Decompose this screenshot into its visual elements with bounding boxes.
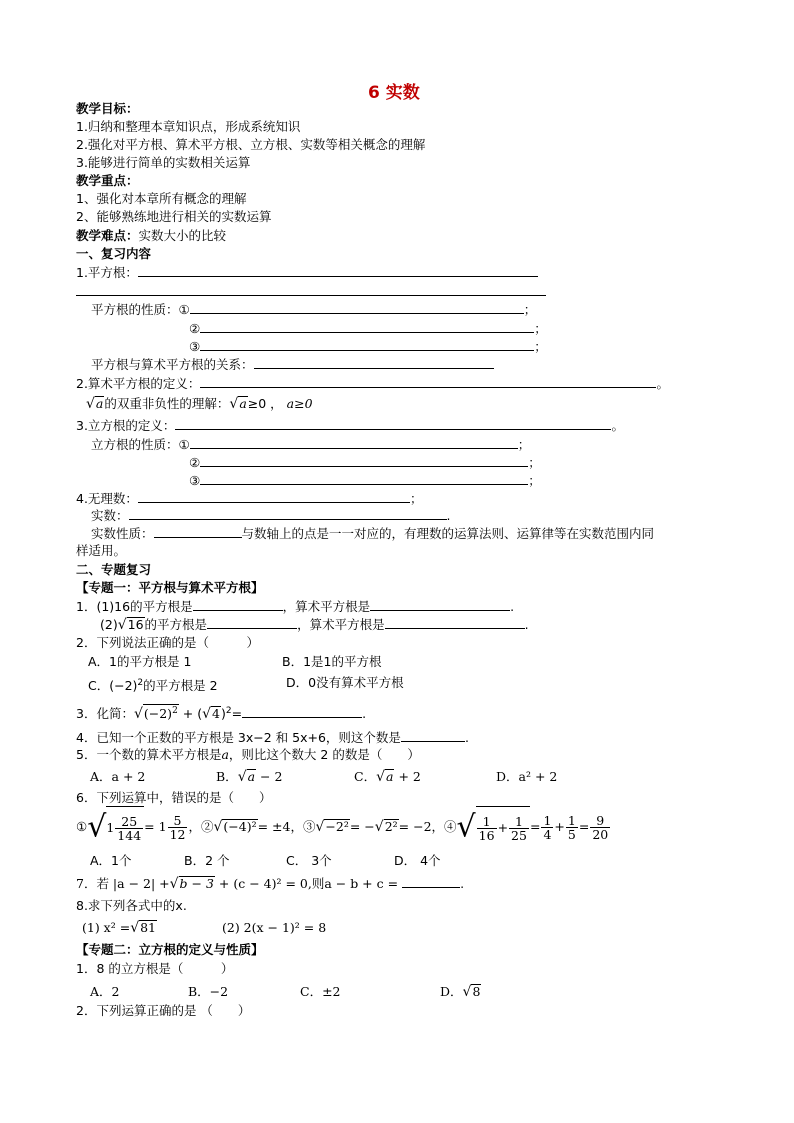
question-cube-1: 1．8 的立方根是（ ） (76, 961, 234, 976)
blank-line[interactable] (207, 616, 297, 629)
arith-label: 2.算术平方根的定义： (76, 376, 201, 391)
part1-heading: 一、复习内容 (76, 246, 152, 261)
radical-icon: √ (202, 706, 212, 723)
radicand: 16 (127, 617, 144, 632)
blank-line[interactable] (190, 436, 518, 449)
question-cube-2: 2．下列运算正确的是 （ ） (76, 1003, 251, 1018)
blank-line[interactable] (370, 598, 510, 611)
q5-option-c[interactable] (354, 769, 421, 785)
numerator: 25 (115, 815, 143, 829)
q6-2-marker: ，② (188, 819, 214, 834)
circle-number: ③ (189, 473, 201, 488)
q6-option-d[interactable]: D． 4个 (394, 853, 441, 868)
topic2-heading: 【专题二：立方根的定义与性质】 (76, 942, 264, 957)
cube-props-label: 立方根的性质： (91, 437, 179, 452)
denominator: 16 (478, 828, 495, 843)
q2-option-a[interactable]: A．1的平方根是 1 (88, 654, 192, 669)
denominator: 5 (567, 827, 576, 842)
dot: . (464, 730, 469, 745)
goal-item: 3.能够进行简单的实数相关运算 (76, 155, 251, 170)
question-1a (76, 598, 514, 615)
radicand: a (247, 769, 256, 784)
radical-icon: √ (117, 617, 127, 633)
blank-line[interactable] (402, 875, 460, 888)
numerator: 5 (168, 814, 188, 828)
q1a-text: 1．(1)16的平方根是 (76, 599, 193, 614)
radicand: 4 (212, 706, 220, 722)
cube-props-line-2 (189, 454, 541, 471)
fraction (168, 814, 188, 841)
q1b-mid: 的平方根是 (144, 617, 208, 632)
q8-part-2: (2) 2(x − 1)² = 8 (222, 920, 327, 935)
question-7 (76, 875, 464, 892)
question-2: 2．下列说法正确的是（ ） (76, 635, 259, 650)
key-point-item: 1、强化对本章所有概念的理解 (76, 191, 247, 206)
q6-1-whole: 1 (106, 820, 115, 835)
q6-1-eq: = 1 (144, 819, 167, 834)
fraction (566, 814, 578, 841)
circle-number: ① (178, 302, 190, 317)
question-6: 6．下列运算中，错误的是（ ） (76, 790, 272, 805)
real-label: 实数： (91, 508, 129, 523)
q6-1-marker: ① (76, 819, 88, 834)
q5c-label: C． (354, 769, 377, 784)
q5b-post: − 2 (260, 769, 283, 784)
radicand: b − 3 (179, 876, 214, 891)
goal-item: 1.归纳和整理本章知识点，形成系统知识 (76, 119, 301, 134)
arith-line (76, 375, 669, 392)
q2-option-d[interactable]: D．0没有算术平方根 (286, 675, 404, 690)
denominator: 12 (169, 827, 186, 842)
q8-part-1 (82, 920, 157, 936)
q6-2-eq: = ±4，③ (257, 819, 316, 834)
q2-option-c[interactable]: C．$(-2)^2$的平方根是 2 (88, 678, 218, 694)
difficulty-heading: 教学难点： (76, 228, 139, 243)
q6-option-b[interactable]: B．2 个 (184, 853, 230, 868)
q5-option-a[interactable]: A．a + 2 (90, 769, 146, 784)
key-points-heading: 教学重点： (76, 173, 139, 188)
blank-line[interactable] (401, 729, 465, 742)
cube-props-line (91, 436, 530, 453)
real-prop-line (91, 525, 654, 542)
q5b-label: B． (216, 769, 238, 784)
relation-label: 平方根与算术平方根的关系： (91, 357, 254, 372)
semicolon: ； (523, 302, 537, 317)
q2-option-b[interactable]: B．1是1的平方根 (282, 654, 382, 669)
goals-heading: 教学目标： (76, 101, 139, 116)
circle-number: ② (189, 455, 201, 470)
q5-option-b[interactable] (216, 769, 282, 785)
q2c-post: 的平方根是 2 (143, 678, 218, 694)
question-3: 3．化简：$√(-2)^2 + (√4)^2=$ . (76, 706, 367, 723)
q3-post: = (231, 706, 243, 722)
difficulty-line (76, 228, 226, 244)
sqrt-props-line-3 (189, 338, 547, 355)
q6-3-eq2: = −2，④ (398, 819, 457, 834)
radical-icon: √ (86, 396, 95, 412)
radical-icon: √ (213, 819, 223, 835)
radical-icon: √ (315, 819, 325, 835)
denominator: 25 (511, 828, 527, 843)
plus: + (497, 820, 509, 835)
blank-line[interactable] (175, 417, 611, 430)
sqrt-props-line (91, 301, 536, 318)
blank-line[interactable] (154, 525, 242, 538)
plus: + (554, 819, 565, 834)
q3-text: 3．化简： (76, 706, 134, 722)
key-point-item: 2、能够熟练地进行相关的实数运算 (76, 209, 272, 224)
double-text-ge: ≥0 ， (247, 396, 283, 411)
part2-heading: 二、专题复习 (76, 562, 152, 577)
q8-1-text: (1) x² = (82, 920, 131, 935)
sqrt-props-label: 平方根的性质： (91, 302, 179, 317)
radicand: $(-2)^2$ (143, 706, 178, 722)
cube1-option-b[interactable]: B．−2 (188, 984, 229, 999)
radicand: a (386, 769, 394, 784)
fraction (115, 815, 143, 842)
q7-post: + (c − 4)² = 0,则a − b + c = (218, 876, 399, 891)
fraction (590, 814, 610, 841)
q7-pre: 7．若 |a − 2| + (76, 876, 170, 891)
q6-1-radical (87, 806, 144, 849)
cube1-d-label: D． (440, 984, 463, 999)
radical-icon: √ (229, 396, 239, 412)
semicolon: ； (534, 339, 547, 354)
blank-line[interactable] (190, 301, 524, 314)
blank-line[interactable] (200, 320, 534, 333)
q4-text: 4．已知一个正数的平方根是 3x−2 和 5x+6，则这个数是 (76, 730, 401, 745)
radical-icon: √ (374, 819, 384, 835)
numerator: 1 (509, 815, 529, 829)
denominator: 20 (592, 827, 609, 842)
fraction (509, 815, 529, 842)
radical-icon: √ (87, 809, 107, 845)
q1a-mid: ，算术平方根是 (282, 599, 371, 614)
denominator: 144 (117, 828, 142, 843)
semicolon: ； (517, 437, 531, 452)
q2c-pre: C．(−2) (88, 678, 138, 694)
dot: . (460, 876, 465, 891)
radical-icon: √ (237, 769, 247, 785)
question-5 (76, 747, 420, 763)
circle-number: ③ (189, 339, 201, 354)
radical-icon: √ (456, 809, 476, 845)
real-line (91, 507, 451, 524)
question-1b (100, 616, 529, 633)
q1b-mid2: ，算术平方根是 (297, 617, 385, 632)
fraction (477, 815, 497, 842)
question-4 (76, 729, 469, 746)
double-nonneg-line (86, 396, 313, 412)
radical-icon: √ (169, 876, 179, 892)
radicand: a (239, 396, 247, 411)
radical-icon: √ (133, 706, 143, 723)
irrational-label: 4.无理数： (76, 491, 138, 506)
cube-label: 3.立方根的定义： (76, 418, 176, 433)
cube1-option-d[interactable] (440, 984, 481, 1000)
equals: = (529, 819, 541, 834)
radicand: 81 (140, 920, 157, 935)
sqrt-props-line-2 (189, 320, 547, 337)
fraction (541, 814, 553, 841)
circle-number: ② (189, 321, 201, 336)
question-8: 8.求下列各式中的x. (76, 898, 187, 913)
double-text: 的双重非负性的理解： (104, 396, 230, 411)
double-text-a2: a≥0 (286, 396, 313, 411)
circle-number: ① (178, 437, 190, 452)
radicand: (−4)² (223, 819, 257, 834)
blank-line[interactable] (193, 598, 283, 611)
sqrt-line-2 (76, 283, 546, 300)
relation-line (91, 356, 494, 373)
semicolon: ； (528, 455, 541, 470)
real-prop-line-2: 样适用。 (76, 543, 127, 558)
blank-line[interactable] (76, 283, 546, 296)
irrational-line (76, 490, 422, 507)
dot: . (362, 706, 367, 722)
radical-icon: √ (376, 769, 385, 785)
radical-icon: √ (462, 984, 472, 1000)
blank-line[interactable] (242, 705, 362, 718)
blank-line[interactable] (200, 338, 534, 351)
denominator: 4 (543, 827, 552, 842)
numerator: 1 (567, 813, 576, 828)
numerator: 9 (590, 814, 610, 828)
numerator: 1 (477, 815, 497, 829)
numerator: 1 (543, 813, 552, 828)
cube1-option-a[interactable]: A．2 (90, 984, 120, 999)
radicand: 2² (384, 819, 398, 834)
q5c-post: + 2 (398, 769, 421, 784)
cube-line (76, 417, 624, 434)
radical-icon: √ (130, 920, 140, 936)
radicand: −2² (325, 819, 349, 834)
real-prop-text: 与数轴上的点是一一对应的，有理数的运算法则、运算律等在实数范围内同 (241, 526, 655, 541)
q6-3-eq: = − (349, 819, 375, 834)
dot: . (446, 508, 451, 523)
radicand: 8 (472, 984, 481, 999)
goal-item: 2.强化对平方根、算术平方根、立方根、实数等相关概念的理解 (76, 137, 426, 152)
dot: . (524, 617, 529, 632)
equals: = (578, 819, 590, 834)
blank-line[interactable] (385, 616, 525, 629)
blank-line[interactable] (129, 507, 447, 520)
page-title: 6 实数 (368, 83, 420, 103)
q6-option-c[interactable]: C． 3个 (286, 853, 332, 868)
blank-line[interactable] (138, 264, 538, 277)
period: 。 (611, 418, 624, 433)
cube1-option-c[interactable]: C．±2 (300, 984, 341, 999)
topic1-heading: 【专题一：平方根与算术平方根】 (76, 580, 264, 595)
q5-a: a (221, 747, 229, 762)
q6-expressions (76, 806, 611, 848)
q5-option-d[interactable]: D．a² + 2 (496, 769, 558, 784)
sqrt-line (76, 264, 538, 281)
q3-a: (−2) (143, 706, 173, 722)
blank-line[interactable] (200, 472, 528, 485)
q5-post: ，则比这个数大 2 的数是（ ） (228, 747, 420, 762)
real-prop-label: 实数性质： (91, 526, 154, 541)
cube-props-line-3 (189, 472, 541, 489)
q1b-text: (2) (100, 617, 118, 632)
semicolon: ； (528, 473, 541, 488)
semicolon: ； (534, 321, 547, 336)
sqrt-label: 1.平方根： (76, 265, 138, 280)
semicolon: ； (409, 491, 423, 506)
blank-line[interactable] (138, 490, 410, 503)
q6-option-a[interactable]: A．1个 (90, 853, 132, 868)
blank-line[interactable] (200, 454, 528, 467)
difficulty-text: 实数大小的比较 (138, 228, 227, 243)
period: 。 (656, 376, 669, 391)
blank-line[interactable] (254, 356, 494, 369)
q5-text: 5．一个数的算术平方根是 (76, 747, 222, 762)
radicand: a (95, 396, 104, 411)
dot: . (510, 599, 515, 614)
q6-4-radical (457, 806, 530, 849)
blank-line[interactable] (200, 375, 656, 388)
